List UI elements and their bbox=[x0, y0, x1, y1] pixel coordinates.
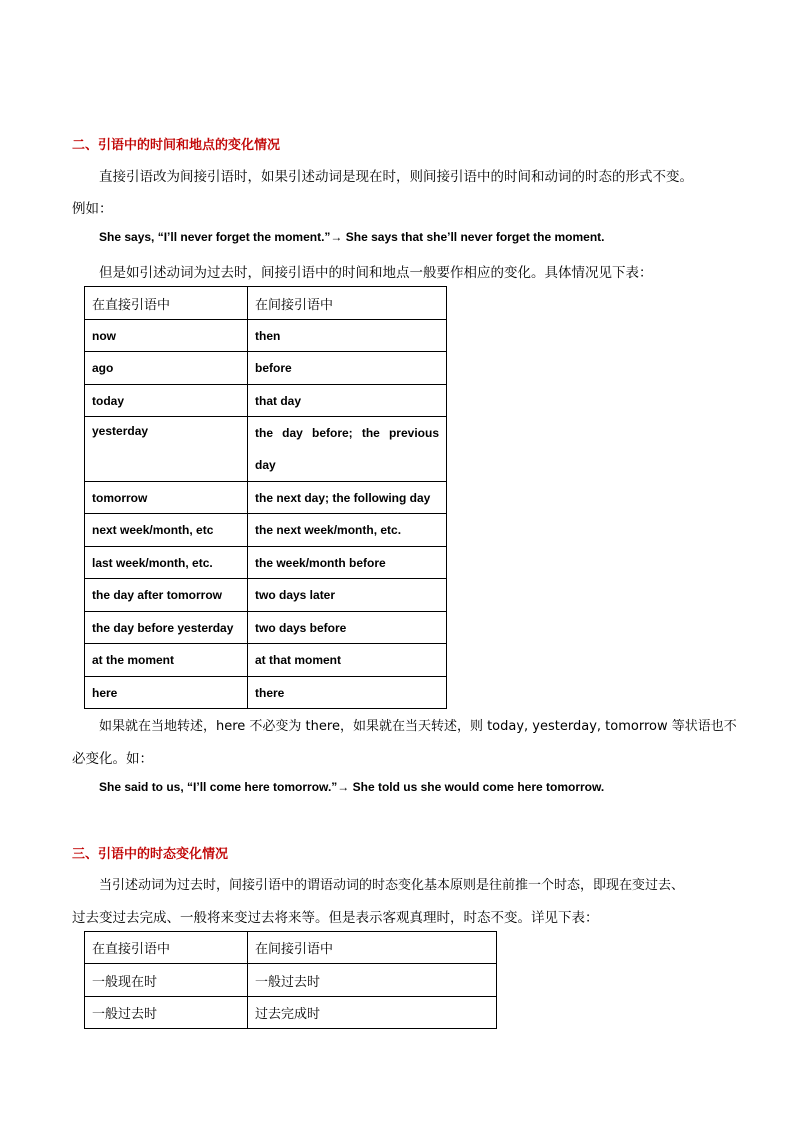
cell-direct: the day before yesterday bbox=[85, 612, 248, 644]
table-row bbox=[85, 482, 447, 514]
section-3-heading: 三、引语中的时态变化情况 bbox=[72, 847, 229, 862]
header-direct: 在直接引语中 bbox=[85, 932, 248, 964]
example-1 bbox=[99, 230, 605, 244]
cell-indirect: 过去完成时 bbox=[248, 997, 497, 1029]
header-indirect: 在间接引语中 bbox=[248, 932, 497, 964]
section-2-heading: 二、引语中的时间和地点的变化情况 bbox=[72, 138, 281, 153]
table-row bbox=[85, 352, 447, 385]
example-2 bbox=[99, 780, 604, 794]
cell-indirect: the day before; the previous day bbox=[248, 417, 447, 482]
example-1-indirect: She says that she’ll never forget the moment. bbox=[345, 230, 605, 244]
table-row bbox=[85, 997, 497, 1029]
table-row bbox=[85, 964, 497, 997]
tense-change-table bbox=[84, 931, 497, 1029]
cell-indirect: that day bbox=[248, 385, 447, 417]
arrow-icon: → bbox=[337, 780, 350, 794]
header-indirect: 在间接引语中 bbox=[248, 287, 447, 320]
cell-direct: here bbox=[85, 677, 248, 709]
cell-direct: 一般过去时 bbox=[85, 997, 248, 1029]
cell-direct: the day after tomorrow bbox=[85, 579, 248, 612]
time-place-change-table bbox=[84, 286, 447, 709]
table-row bbox=[85, 677, 447, 709]
cell-indirect: two days before bbox=[248, 612, 447, 644]
section-3-paragraph-1-line-2: 过去变过去完成、一般将来变过去将来等。但是表示客观真理时，时态不变。详见下表： bbox=[72, 910, 599, 926]
example-1-direct: She says, “I’ll never forget the moment.” bbox=[99, 230, 331, 244]
table-row bbox=[85, 320, 447, 352]
cell-indirect: then bbox=[248, 320, 447, 352]
section-2-paragraph-2: 但是如引述动词为过去时，间接引语中的时间和地点一般要作相应的变化。具体情况见下表： bbox=[99, 265, 653, 281]
table-row bbox=[85, 514, 447, 547]
table-header-row bbox=[85, 932, 497, 964]
cell-indirect: the week/month before bbox=[248, 547, 447, 579]
cell-indirect: 一般过去时 bbox=[248, 964, 497, 997]
cell-direct: last week/month, etc. bbox=[85, 547, 248, 579]
cell-indirect: two days later bbox=[248, 579, 447, 612]
cell-direct: ago bbox=[85, 352, 248, 385]
cell-direct: yesterday bbox=[85, 417, 248, 482]
table-header-row bbox=[85, 287, 447, 320]
section-2-paragraph-3-line-2: 必变化。如： bbox=[72, 751, 153, 767]
table-row bbox=[85, 612, 447, 644]
example-2-indirect: She told us she would come here tomorrow. bbox=[352, 780, 605, 794]
table-row bbox=[85, 385, 447, 417]
section-2-paragraph-1-line-2: 例如： bbox=[72, 201, 113, 217]
cell-indirect: before bbox=[248, 352, 447, 385]
section-2-paragraph-1-line-1: 直接引语改为间接引语时，如果引述动词是现在时，则间接引语中的时间和动词的时态的形式不变。 bbox=[99, 169, 693, 185]
cell-indirect: there bbox=[248, 677, 447, 709]
cell-indirect: at that moment bbox=[248, 644, 447, 677]
cell-direct: tomorrow bbox=[85, 482, 248, 514]
cell-direct: at the moment bbox=[85, 644, 248, 677]
cell-direct: today bbox=[85, 385, 248, 417]
section-2-paragraph-3-line-1: 如果就在当地转述，here 不必变为 there，如果就在当天转述，则 today, yesterday, tomorrow 等状语也不 bbox=[99, 719, 737, 734]
table-row bbox=[85, 579, 447, 612]
cell-indirect: the next day; the following day bbox=[248, 482, 447, 514]
cell-direct: 一般现在时 bbox=[85, 964, 248, 997]
cell-direct: next week/month, etc bbox=[85, 514, 248, 547]
table-row bbox=[85, 644, 447, 677]
cell-indirect: the next week/month, etc. bbox=[248, 514, 447, 547]
example-2-direct: She said to us, “I’ll come here tomorrow.” bbox=[99, 780, 338, 794]
table-row bbox=[85, 417, 447, 482]
table-row bbox=[85, 547, 447, 579]
section-3-paragraph-1-line-1: 当引述动词为过去时，间接引语中的谓语动词的时态变化基本原则是往前推一个时态，即现在变过去、 bbox=[99, 878, 685, 893]
cell-direct: now bbox=[85, 320, 248, 352]
arrow-icon: → bbox=[330, 230, 343, 244]
header-direct: 在直接引语中 bbox=[85, 287, 248, 320]
